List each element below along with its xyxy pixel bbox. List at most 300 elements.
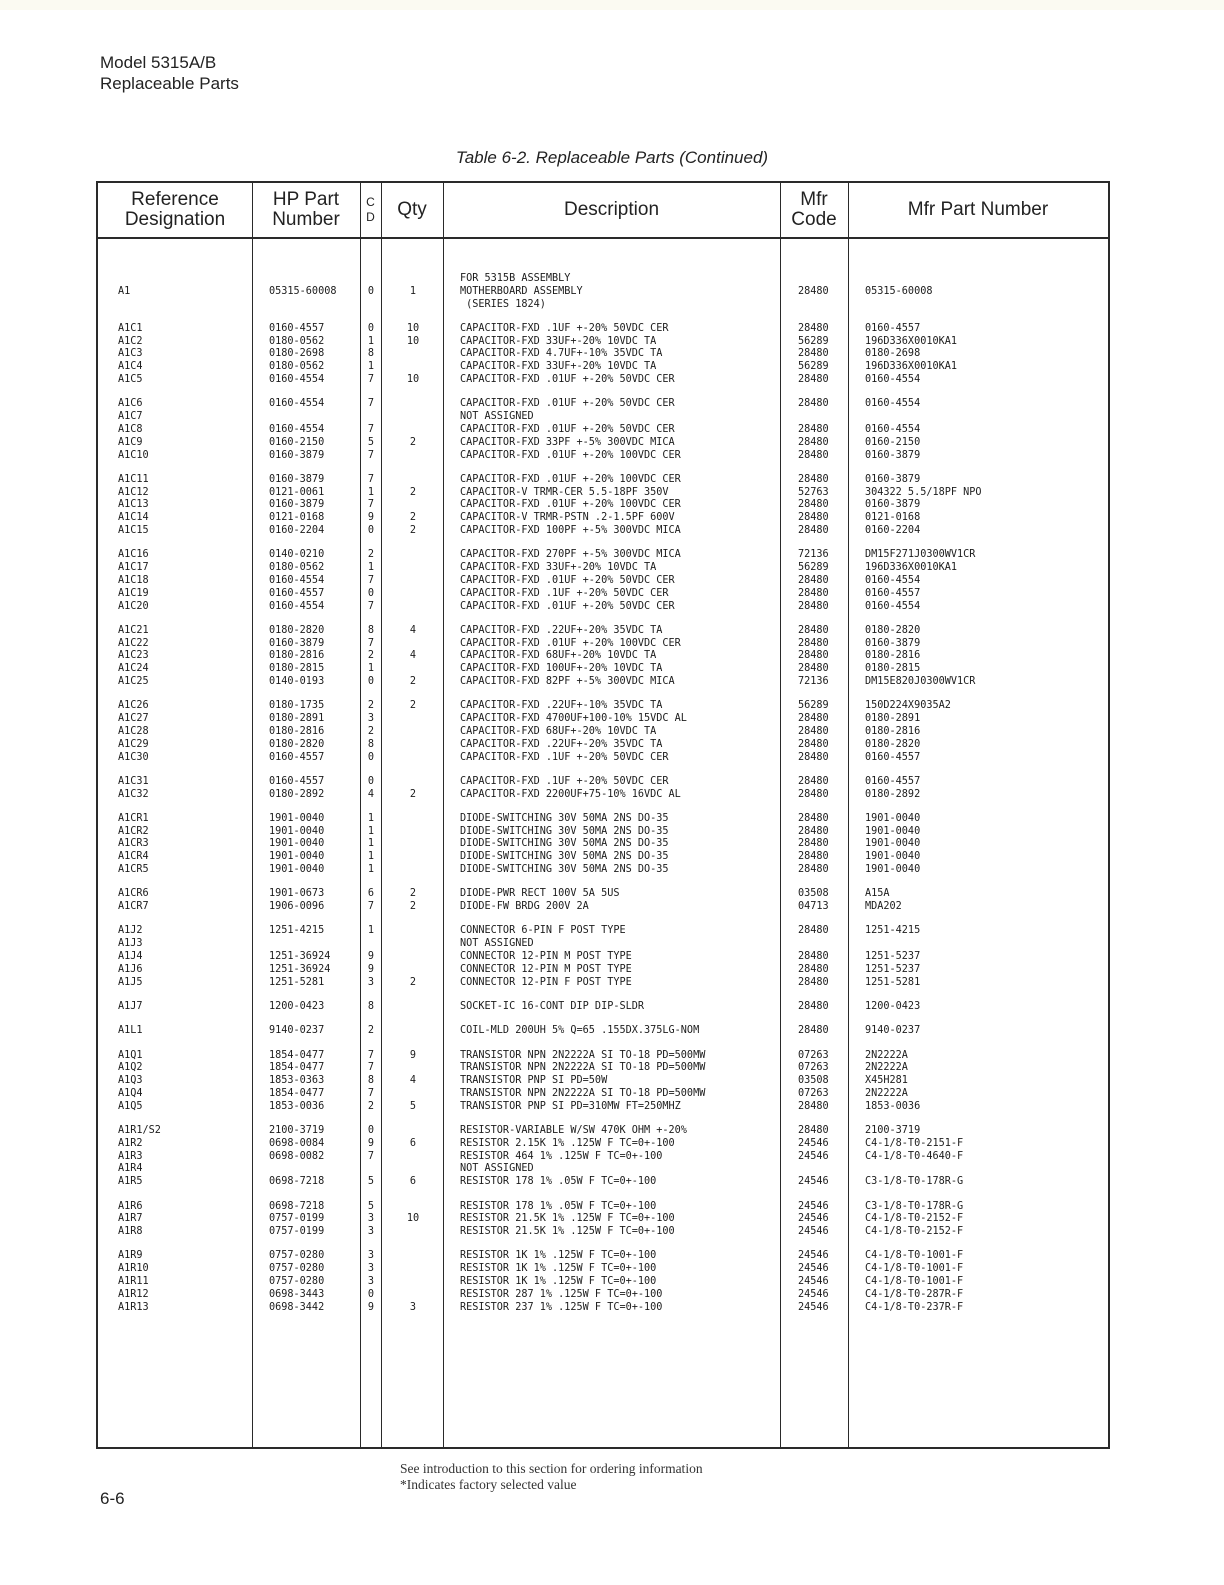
cell-hp: 1906-0096 [269, 901, 325, 913]
cell-mpn: 0180-2816 [865, 725, 921, 737]
table-row [98, 323, 1108, 336]
cell-mpn: C4-1/8-T0-4640-F [865, 1150, 964, 1162]
cell-ref: A1C31 [118, 775, 149, 787]
cell-cd: 5 [367, 1176, 375, 1188]
cell-mpn: 0160-2150 [865, 436, 921, 448]
cell-mfr: 24546 [798, 1176, 829, 1188]
cell-hp: 0180-2698 [269, 348, 325, 360]
cell-hp: 2100-3719 [269, 1125, 325, 1137]
cell-mfr: 28480 [798, 398, 829, 410]
cell-qty: 9 [409, 1049, 417, 1061]
cell-ref: A1R4 [118, 1163, 143, 1175]
cell-desc: RESISTOR 237 1% .125W F TC=0+-100 [460, 1301, 663, 1313]
cell-cd: 0 [367, 285, 375, 297]
cell-mpn: MDA202 [865, 901, 902, 913]
cell-desc: CAPACITOR-FXD .1UF +-20% 50VDC CER [460, 587, 669, 599]
cell-qty: 2 [409, 976, 417, 988]
cell-cd: 3 [367, 713, 375, 725]
cell-ref: A1C10 [118, 449, 149, 461]
cell-cd: 0 [367, 525, 375, 537]
cell-ref: A1R7 [118, 1213, 143, 1225]
cell-mpn: 1251-5237 [865, 963, 921, 975]
cell-hp: 1200-0423 [269, 1000, 325, 1012]
cell-cd: 1 [367, 925, 375, 937]
cell-qty: 2 [409, 788, 417, 800]
table-row [98, 813, 1108, 826]
cell-hp: 0698-3443 [269, 1288, 325, 1300]
table-row [98, 474, 1108, 487]
cell-ref: A1C13 [118, 499, 149, 511]
cell-ref: A1C23 [118, 650, 149, 662]
cell-mfr: 28480 [798, 1100, 829, 1112]
row-group [98, 398, 1108, 462]
table-row [98, 348, 1108, 361]
cell-desc: CAPACITOR-FXD .22UF+-20% 35VDC TA [460, 738, 663, 750]
cell-mpn: 0180-2820 [865, 624, 921, 636]
cell-mfr: 72136 [798, 549, 829, 561]
cell-qty: 6 [409, 1137, 417, 1149]
cell-cd: 3 [367, 1276, 375, 1287]
cell-mfr: 24546 [798, 1301, 829, 1313]
cell-mpn: 2N2222A [865, 1049, 908, 1061]
cell-cd: 0 [367, 322, 375, 334]
factory-note: *Indicates factory selected value [400, 1476, 577, 1492]
cell-ref: A1C7 [118, 411, 143, 423]
row-group [98, 273, 1108, 311]
cell-hp: 0160-4557 [269, 775, 325, 787]
cell-mpn: 2N2222A [865, 1062, 908, 1074]
table-row [98, 1075, 1108, 1088]
cell-mpn: 304322 5.5/18PF NPO [865, 486, 982, 498]
cell-qty: 5 [409, 1100, 417, 1112]
table-row [98, 1125, 1108, 1138]
cell-ref: A1C6 [118, 398, 143, 410]
table-row [98, 411, 1108, 424]
cell-desc: CONNECTOR 6-PIN F POST TYPE [460, 925, 626, 937]
cell-desc: NOT ASSIGNED [460, 1163, 534, 1175]
cell-mpn: 0180-2815 [865, 663, 921, 675]
cell-hp: 0180-0562 [269, 361, 325, 373]
table-row [98, 1062, 1108, 1075]
cell-hp: 05315-60008 [269, 285, 337, 297]
cell-cd: 3 [367, 1213, 375, 1225]
table-row [98, 752, 1108, 765]
cell-hp: 1901-0673 [269, 888, 325, 900]
cell-desc: CAPACITOR-FXD 33UF+-20% 10VDC TA [460, 562, 657, 574]
cell-mpn: 0160-2204 [865, 525, 921, 537]
table-row [98, 361, 1108, 374]
cell-ref: A1L1 [118, 1025, 143, 1037]
cell-mpn: C4-1/8-T0-1001-F [865, 1263, 964, 1275]
col-header-line: HP Part [272, 189, 340, 210]
cell-cd: 4 [367, 788, 375, 800]
cell-mfr: 28480 [798, 775, 829, 787]
cell-qty: 10 [406, 1213, 420, 1225]
table-row [98, 299, 1108, 312]
cell-hp: 0160-4557 [269, 322, 325, 334]
table-row [98, 700, 1108, 713]
cell-desc: TRANSISTOR PNP SI PD=310MW FT=250MHZ [460, 1100, 681, 1112]
cell-mpn: C4-1/8-T0-2152-F [865, 1213, 964, 1225]
row-group [98, 1050, 1108, 1114]
col-header-mfr-part-number: Mfr Part Number [907, 199, 1049, 220]
cell-cd: 1 [367, 812, 375, 824]
table-row [98, 487, 1108, 500]
cell-desc: CAPACITOR-FXD .01UF +-20% 50VDC CER [460, 600, 675, 612]
header-divider [98, 237, 1108, 239]
cell-hp: 1854-0477 [269, 1087, 325, 1099]
cell-mpn: C4-1/8-T0-1001-F [865, 1250, 964, 1262]
cell-cd: 8 [367, 348, 375, 360]
table-row [98, 273, 1108, 286]
cell-mpn: 0180-2698 [865, 348, 921, 360]
cell-ref: A1CR5 [118, 864, 149, 876]
cell-cd: 9 [367, 512, 375, 524]
table-row [98, 424, 1108, 437]
table-row [98, 499, 1108, 512]
cell-desc: CAPACITOR-FXD .1UF +-20% 50VDC CER [460, 751, 669, 763]
cell-mfr: 24546 [798, 1213, 829, 1225]
cell-ref: A1J6 [118, 963, 143, 975]
cell-mfr: 04713 [798, 901, 829, 913]
col-header-line: Mfr [800, 189, 828, 210]
table-row [98, 1289, 1108, 1302]
table-row [98, 1176, 1108, 1189]
cell-qty: 6 [409, 1176, 417, 1188]
cell-qty: 4 [409, 624, 417, 636]
cell-ref: A1C2 [118, 335, 143, 347]
cell-mpn: 1200-0423 [865, 1000, 921, 1012]
cell-mfr: 28480 [798, 825, 829, 837]
cell-mfr: 28480 [798, 348, 829, 360]
table-row [98, 1213, 1108, 1226]
cell-cd: 9 [367, 1301, 375, 1313]
cell-desc: CAPACITOR-FXD 33UF+-20% 10VDC TA [460, 335, 657, 347]
cell-mpn: 0180-2816 [865, 650, 921, 662]
cell-cd: 7 [367, 374, 375, 386]
cell-mfr: 28480 [798, 838, 829, 850]
cell-cd: 2 [367, 650, 375, 662]
cell-cd: 2 [367, 549, 375, 561]
cell-hp: 1854-0477 [269, 1062, 325, 1074]
cell-cd: 1 [367, 486, 375, 498]
cell-mpn: 1901-0040 [865, 864, 921, 876]
cell-desc: CAPACITOR-FXD 2200UF+75-10% 16VDC AL [460, 788, 681, 800]
cell-mfr: 28480 [798, 574, 829, 586]
cell-mpn: A15A [865, 888, 890, 900]
cell-desc: FOR 5315B ASSEMBLY [460, 273, 571, 284]
cell-cd: 1 [367, 838, 375, 850]
table-row [98, 1302, 1108, 1315]
cell-mfr: 72136 [798, 676, 829, 688]
cell-desc: CAPACITOR-V TRMR-PSTN .2-1.5PF 600V [460, 512, 675, 524]
cell-ref: A1R2 [118, 1137, 143, 1149]
table-row [98, 676, 1108, 689]
cell-cd: 0 [367, 1288, 375, 1300]
col-header-line: C [366, 195, 375, 209]
cell-mfr: 28480 [798, 812, 829, 824]
cell-cd: 7 [367, 449, 375, 461]
cell-mfr: 28480 [798, 1025, 829, 1037]
cell-mfr: 24546 [798, 1226, 829, 1238]
cell-mfr: 28480 [798, 650, 829, 662]
cell-cd: 7 [367, 574, 375, 586]
cell-hp: 1854-0477 [269, 1049, 325, 1061]
cell-ref: A1C26 [118, 700, 149, 712]
col-header-hp-part [252, 183, 360, 237]
cell-desc: CAPACITOR-FXD .1UF +-20% 50VDC CER [460, 775, 669, 787]
cell-mpn: C3-1/8-T0-178R-G [865, 1176, 964, 1188]
row-group [98, 1001, 1108, 1014]
cell-cd: 3 [367, 1263, 375, 1275]
table-row [98, 575, 1108, 588]
cell-desc: CAPACITOR-FXD .22UF+-20% 35VDC TA [460, 624, 663, 636]
cell-mpn: 0160-4554 [865, 423, 921, 435]
cell-mpn: 196D336X0010KA1 [865, 361, 958, 373]
cell-mfr: 28480 [798, 637, 829, 649]
cell-hp: 0180-2820 [269, 738, 325, 750]
cell-qty: 3 [409, 1301, 417, 1313]
cell-desc: TRANSISTOR NPN 2N2222A SI TO-18 PD=500MW [460, 1087, 706, 1099]
row-group [98, 776, 1108, 802]
cell-desc: CAPACITOR-FXD 100UF+-20% 10VDC TA [460, 663, 663, 675]
cell-hp: 0160-4557 [269, 751, 325, 763]
cell-desc: RESISTOR 2.15K 1% .125W F TC=0+-100 [460, 1137, 675, 1149]
cell-ref: A1C30 [118, 751, 149, 763]
cell-cd: 0 [367, 775, 375, 787]
cell-hp: 0160-4554 [269, 374, 325, 386]
cell-ref: A1J2 [118, 925, 143, 937]
row-group [98, 323, 1108, 387]
cell-hp: 1251-5281 [269, 976, 325, 988]
cell-mfr: 56289 [798, 562, 829, 574]
cell-mfr: 24546 [798, 1137, 829, 1149]
cell-qty: 2 [409, 700, 417, 712]
cell-mpn: 1901-0040 [865, 851, 921, 863]
ordering-note: See introduction to this section for ordering information [400, 1461, 703, 1476]
cell-mpn: 196D336X0010KA1 [865, 562, 958, 574]
cell-mfr: 28480 [798, 751, 829, 763]
table-row [98, 1226, 1108, 1239]
cell-qty: 10 [406, 374, 420, 386]
cell-ref: A1C19 [118, 587, 149, 599]
cell-ref: A1Q2 [118, 1062, 143, 1074]
cell-desc: CAPACITOR-FXD .01UF +-20% 50VDC CER [460, 423, 675, 435]
cell-ref: A1CR1 [118, 812, 149, 824]
cell-desc: NOT ASSIGNED [460, 938, 534, 950]
table-row [98, 512, 1108, 525]
cell-mpn: C4-1/8-T0-1001-F [865, 1276, 964, 1287]
cell-ref: A1J7 [118, 1000, 143, 1012]
cell-desc: DIODE-SWITCHING 30V 50MA 2NS DO-35 [460, 825, 669, 837]
cell-desc: CAPACITOR-FXD 33UF+-20% 10VDC TA [460, 361, 657, 373]
cell-cd: 1 [367, 663, 375, 675]
table-row [98, 398, 1108, 411]
table-row [98, 1025, 1108, 1038]
table-row [98, 838, 1108, 851]
cell-hp: 0160-4557 [269, 587, 325, 599]
cell-qty: 2 [409, 676, 417, 688]
cell-desc: CAPACITOR-FXD .01UF +-20% 100VDC CER [460, 473, 681, 485]
cell-cd: 2 [367, 725, 375, 737]
section-title: Replaceable Parts [100, 74, 239, 93]
cell-hp: 0160-4554 [269, 574, 325, 586]
col-header-line: D [366, 210, 375, 224]
cell-ref: A1J4 [118, 951, 143, 963]
cell-mpn: C4-1/8-T0-287R-F [865, 1288, 964, 1300]
cell-desc: CONNECTOR 12-PIN M POST TYPE [460, 951, 632, 963]
cell-hp: 0180-2891 [269, 713, 325, 725]
cell-ref: A1C20 [118, 600, 149, 612]
cell-qty: 2 [409, 525, 417, 537]
table-row [98, 286, 1108, 299]
col-header-line: Number [272, 209, 340, 230]
cell-mfr: 56289 [798, 700, 829, 712]
cell-ref: A1C8 [118, 423, 143, 435]
cell-mpn: 0180-2892 [865, 788, 921, 800]
cell-mfr: 28480 [798, 713, 829, 725]
table-row [98, 776, 1108, 789]
cell-desc: RESISTOR 178 1% .05W F TC=0+-100 [460, 1176, 657, 1188]
cell-desc: CONNECTOR 12-PIN M POST TYPE [460, 963, 632, 975]
cell-hp: 0698-0084 [269, 1137, 325, 1149]
cell-cd: 8 [367, 1075, 375, 1087]
cell-ref: A1CR7 [118, 901, 149, 913]
cell-mpn: 0160-3879 [865, 473, 921, 485]
cell-hp: 1853-0363 [269, 1075, 325, 1087]
cell-mfr: 24546 [798, 1276, 829, 1287]
cell-desc: CAPACITOR-FXD 4700UF+100-10% 15VDC AL [460, 713, 687, 725]
cell-cd: 3 [367, 1250, 375, 1262]
cell-desc: CAPACITOR-FXD .01UF +-20% 50VDC CER [460, 574, 675, 586]
cell-desc: SOCKET-IC 16-CONT DIP DIP-SLDR [460, 1000, 645, 1012]
table-row [98, 549, 1108, 562]
row-group [98, 1025, 1108, 1038]
cell-ref: A1J5 [118, 976, 143, 988]
cell-desc: CAPACITOR-FXD 270PF +-5% 300VDC MICA [460, 549, 681, 561]
cell-qty: 10 [406, 322, 420, 334]
cell-mfr: 03508 [798, 1075, 829, 1087]
cell-mpn: 0180-2891 [865, 713, 921, 725]
cell-cd: 7 [367, 1150, 375, 1162]
footer-note [400, 1461, 703, 1492]
cell-mpn: 1251-4215 [865, 925, 921, 937]
cell-mfr: 28480 [798, 1125, 829, 1137]
cell-ref: A1CR4 [118, 851, 149, 863]
table-row [98, 663, 1108, 676]
cell-hp: 0160-3879 [269, 637, 325, 649]
col-header-cd [360, 183, 381, 237]
cell-mpn: 9140-0237 [865, 1025, 921, 1037]
cell-mfr: 28480 [798, 512, 829, 524]
cell-desc: CAPACITOR-V TRMR-CER 5.5-18PF 350V [460, 486, 669, 498]
cell-hp: 9140-0237 [269, 1025, 325, 1037]
cell-ref: A1C17 [118, 562, 149, 574]
cell-desc: RESISTOR 21.5K 1% .125W F TC=0+-100 [460, 1213, 675, 1225]
cell-hp: 0757-0280 [269, 1263, 325, 1275]
cell-qty: 4 [409, 650, 417, 662]
cell-hp: 0160-2204 [269, 525, 325, 537]
table-row [98, 826, 1108, 839]
cell-mpn: 1901-0040 [865, 812, 921, 824]
cell-hp: 0698-0082 [269, 1150, 325, 1162]
cell-mfr: 28480 [798, 436, 829, 448]
cell-mfr: 28480 [798, 864, 829, 876]
cell-mpn: 2N2222A [865, 1087, 908, 1099]
cell-hp: 0160-4554 [269, 423, 325, 435]
table-row [98, 374, 1108, 387]
cell-hp: 0698-7218 [269, 1176, 325, 1188]
cell-desc: RESISTOR 21.5K 1% .125W F TC=0+-100 [460, 1226, 675, 1238]
cell-hp: 1251-4215 [269, 925, 325, 937]
cell-mfr: 07263 [798, 1049, 829, 1061]
col-header-line: Reference [131, 189, 219, 210]
cell-hp: 0757-0280 [269, 1250, 325, 1262]
cell-ref: A1C28 [118, 725, 149, 737]
table-row [98, 925, 1108, 938]
cell-mfr: 56289 [798, 361, 829, 373]
table-row [98, 851, 1108, 864]
cell-cd: 8 [367, 624, 375, 636]
cell-desc: RESISTOR 464 1% .125W F TC=0+-100 [460, 1150, 663, 1162]
cell-cd: 7 [367, 901, 375, 913]
cell-ref: A1R9 [118, 1250, 143, 1262]
cell-mfr: 24546 [798, 1288, 829, 1300]
cell-mpn: 1901-0040 [865, 838, 921, 850]
table-row [98, 713, 1108, 726]
table-body [98, 273, 1108, 1326]
cell-mpn: 0160-4557 [865, 775, 921, 787]
table-row [98, 888, 1108, 901]
cell-mpn: 1251-5237 [865, 951, 921, 963]
table-row [98, 1138, 1108, 1151]
table-row [98, 1151, 1108, 1164]
page-top-edge [0, 0, 1224, 10]
table-row [98, 1088, 1108, 1101]
cell-mfr: 52763 [798, 486, 829, 498]
table-row [98, 739, 1108, 752]
cell-mfr: 28480 [798, 851, 829, 863]
cell-mpn: 196D336X0010KA1 [865, 335, 958, 347]
cell-desc: CAPACITOR-FXD .01UF +-20% 100VDC CER [460, 499, 681, 511]
cell-cd: 2 [367, 1025, 375, 1037]
cell-ref: A1C4 [118, 361, 143, 373]
cell-mpn: DM15E820J0300WV1CR [865, 676, 976, 688]
cell-mpn: C4-1/8-T0-2151-F [865, 1137, 964, 1149]
row-group [98, 700, 1108, 764]
cell-ref: A1R5 [118, 1176, 143, 1188]
col-header-line: Designation [124, 209, 226, 230]
cell-mfr: 24546 [798, 1200, 829, 1212]
cell-ref: A1C18 [118, 574, 149, 586]
table-row [98, 562, 1108, 575]
cell-cd: 3 [367, 1226, 375, 1238]
cell-desc: CONNECTOR 12-PIN F POST TYPE [460, 976, 632, 988]
row-group [98, 925, 1108, 989]
cell-desc: NOT ASSIGNED [460, 411, 534, 423]
cell-ref: A1C12 [118, 486, 149, 498]
table-row [98, 650, 1108, 663]
cell-hp: 1901-0040 [269, 851, 325, 863]
cell-hp: 0140-0210 [269, 549, 325, 561]
cell-ref: A1R10 [118, 1263, 149, 1275]
cell-mfr: 28480 [798, 738, 829, 750]
table-row [98, 336, 1108, 349]
cell-ref: A1Q5 [118, 1100, 143, 1112]
cell-cd: 1 [367, 562, 375, 574]
cell-hp: 0160-3879 [269, 499, 325, 511]
cell-cd: 9 [367, 951, 375, 963]
